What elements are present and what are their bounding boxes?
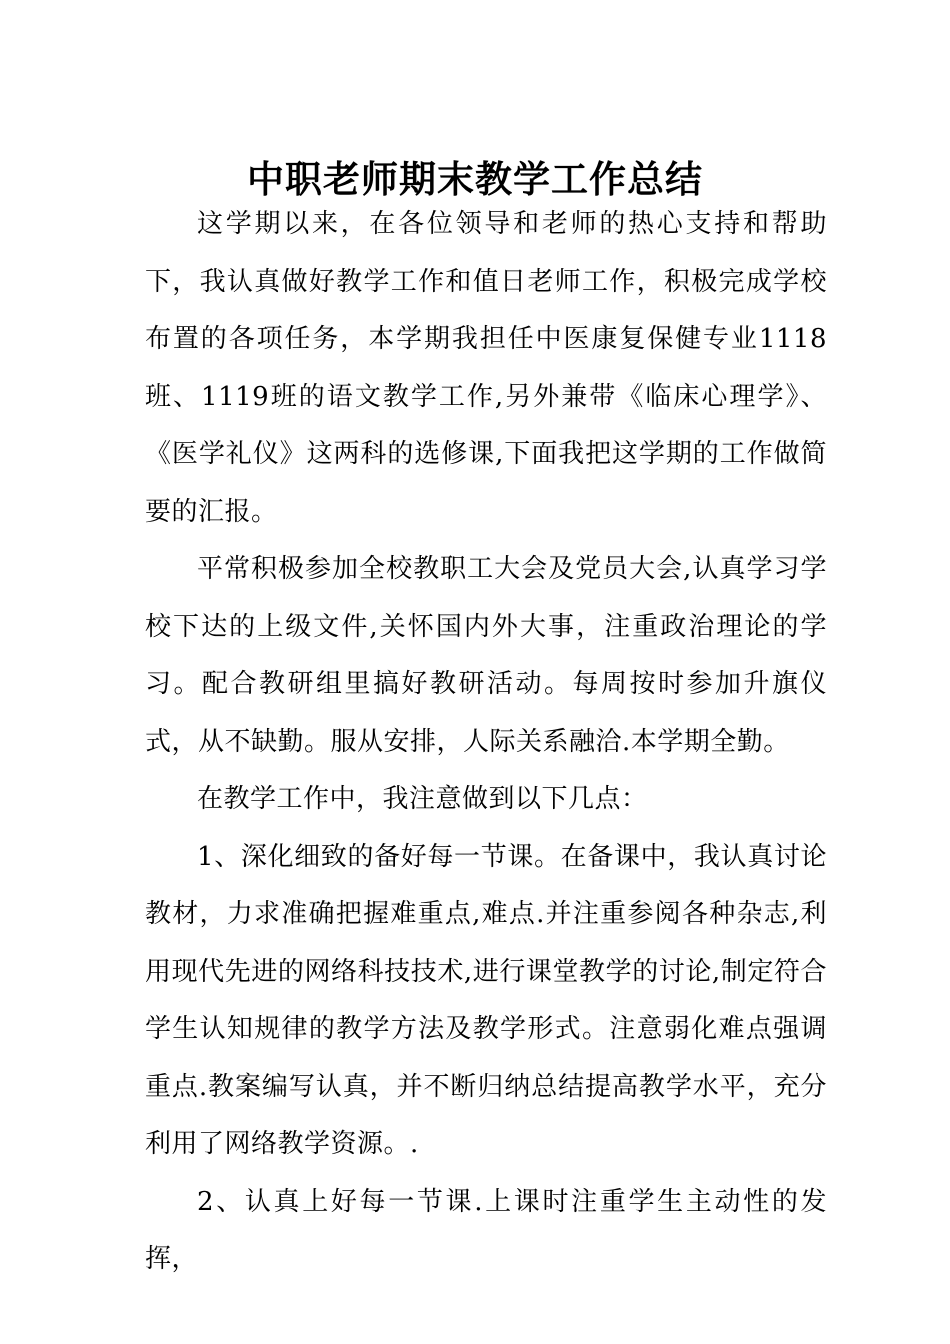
document-title: 中职老师期末教学工作总结 — [247, 156, 703, 201]
paragraph-intro: 这学期以来，在各位领导和老师的热心支持和帮助下，我认真做好教学工作和值日老师工作，积极完成学校布置的各项任务，本学期我担任中医康复保健专业1118班、1119班的语文教学工作,另外兼带《临床心理学》、《医学礼仪》这两科的选修课,下面我把这学期的工作做简要的汇报。 — [145, 209, 827, 527]
paragraph-teaching-points: 在教学工作中，我注意做到以下几点： — [197, 784, 648, 814]
document-body — [145, 196, 827, 1289]
paragraph-classroom-teaching: 2、认真上好每一节课.上课时注重学生主动性的发挥， — [145, 1186, 827, 1274]
paragraph-attendance: 平常积极参加全校教职工大会及党员大会,认真学习学校下达的上级文件,关怀国内外大事，注重政治理论的学习。配合教研组里搞好教研活动。每周按时参加升旗仪式，从不缺勤。服从安排，人际关系融洽.本学期全勤。 — [145, 554, 827, 757]
paragraph-lesson-preparation: 1、深化细致的备好每一节课。在备课中，我认真讨论教材，力求准确把握难重点,难点.并注重参阅各种杂志,利用现代先进的网络科技技术,进行课堂教学的讨论,制定符合学生认知规律的教学方法及教学形式。注意弱化难点强调重点.教案编写认真，并不断归纳总结提高教学水平，充分利用了网络教学资源。. — [145, 841, 827, 1159]
